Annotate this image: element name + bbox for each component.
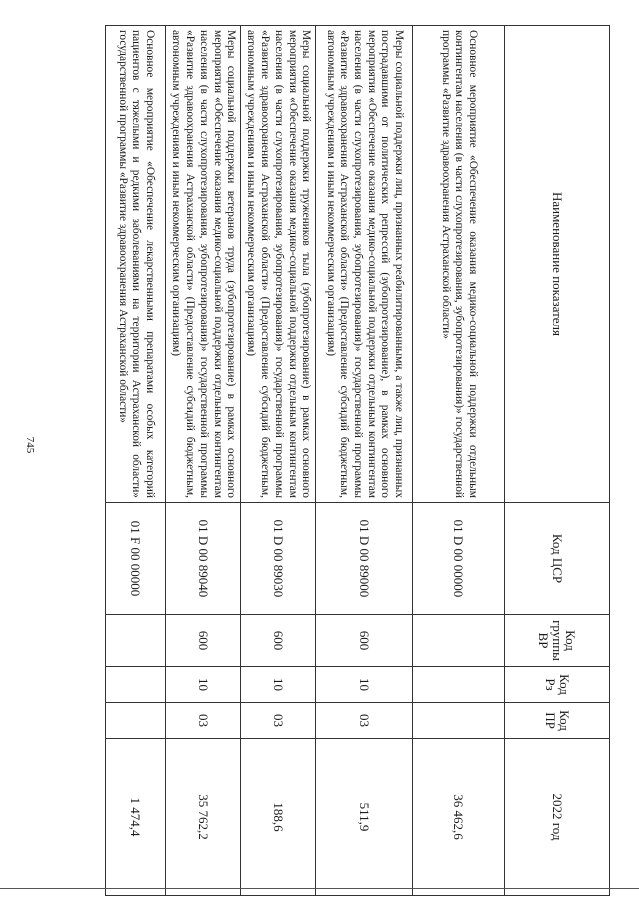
row-value: 188,6 [241, 739, 316, 896]
header-vr: Код группы ВР [505, 615, 610, 667]
row-value: 35 762,2 [166, 739, 241, 896]
row-vr: 600 [316, 615, 413, 667]
header-csr: Код ЦСР [505, 503, 610, 615]
row-rz: 10 [241, 667, 316, 703]
row-rz [106, 667, 166, 703]
row-vr [106, 615, 166, 667]
row-value: 36 462,6 [413, 739, 505, 896]
row-name: Основное мероприятие «Обеспечение лекарственными препаратами особых категорий пациентов с тяжелыми и редкими заболеваниями на территории Астраханской области» государственной программы «Развитие здравоохранения Астраханской области» [106, 26, 166, 503]
row-vr: 600 [166, 615, 241, 667]
row-csr: 01 D 00 89030 [241, 503, 316, 615]
row-csr: 01 D 00 89000 [316, 503, 413, 615]
row-vr [413, 615, 505, 667]
row-name: Основное мероприятие «Обеспечение оказания медико-социальной поддержки отдельным контингентам населения (в части слухопротезирования, зубопротезирования)» государственной программы «Развитие здравоохранения Астраханской области» [413, 26, 505, 503]
table-row [106, 26, 166, 896]
row-pr [106, 703, 166, 739]
row-name: Меры социальной поддержки ветеранов труда (зубопротезирование) в рамках основного мероприятия «Обеспечение оказания медико-социальной поддержки отдельным контингентам населения (в части слухопротезирования, зубопротезирования)» государственной программы «Развитие здравоохранения Астраханской области» (Предоставление субсидий бюджетным, автономным учреждениям и иным некоммерческим организациям) [166, 26, 241, 503]
row-rz: 10 [316, 667, 413, 703]
bottom-rule [0, 888, 639, 889]
table-row [413, 26, 505, 896]
row-csr: 01 D 00 89040 [166, 503, 241, 615]
table-row [241, 26, 316, 896]
row-pr: 03 [316, 703, 413, 739]
row-name: Меры социальной поддержки лиц, признанных реабилитированными, а также лиц, признанных пострадавшими от политических репрессий (зубопротезирование), в рамках основного мероприятия «Обеспечение оказания медико-социальной поддержки отдельным контингентам населения (в части слухопротезирования, зубопротезирования)» государственной программы «Развитие здравоохранения Астраханской области» (Предоставление субсидий бюджетным, автономным учреждениям и иным некоммерческим организациям) [316, 26, 413, 503]
header-rz: Код Рз [505, 667, 610, 703]
budget-table [105, 25, 610, 896]
row-rz: 10 [166, 667, 241, 703]
row-csr: 01 D 00 00000 [413, 503, 505, 615]
page-number: 745 [24, 436, 36, 454]
row-csr: 01 F 00 00000 [106, 503, 166, 615]
row-name: Меры социальной поддержки тружеников тыла (зубопротезирование) в рамках основного мероприятия «Обеспечение оказания медико-социальной поддержки отдельным контингентам населения (в части слухопротезирования, зубопротезирования)» государственной программы «Развитие здравоохранения Астраханской области» (Предоставление субсидий бюджетным, автономным учреждениям и иным некоммерческим организациям) [241, 26, 316, 503]
table-header-row [505, 26, 610, 896]
table-row [166, 26, 241, 896]
row-value: 1 474,4 [106, 739, 166, 896]
row-pr: 03 [166, 703, 241, 739]
row-value: 511,9 [316, 739, 413, 896]
row-vr: 600 [241, 615, 316, 667]
rotated-page-content [78, 25, 610, 895]
header-year: 2022 год [505, 739, 610, 896]
header-name: Наименование показателя [505, 26, 610, 503]
row-pr [413, 703, 505, 739]
row-pr: 03 [241, 703, 316, 739]
table-row [316, 26, 413, 896]
row-rz [413, 667, 505, 703]
header-pr: Код ПР [505, 703, 610, 739]
